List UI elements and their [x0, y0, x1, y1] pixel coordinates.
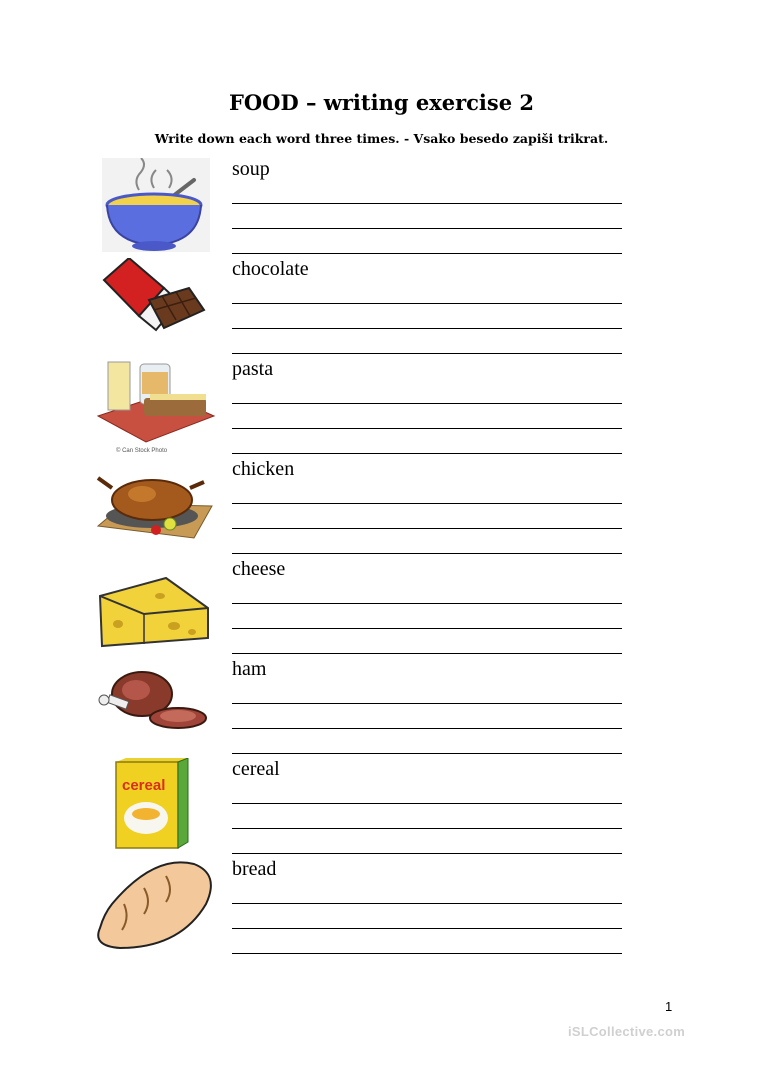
- writing-line[interactable]: [232, 203, 622, 204]
- cheese-icon: [94, 558, 218, 654]
- cereal-box-icon: [94, 758, 218, 854]
- exercise-row-cereal: [0, 758, 763, 858]
- writing-line[interactable]: [232, 728, 622, 729]
- writing-line[interactable]: [232, 903, 622, 904]
- writing-line[interactable]: [232, 503, 622, 504]
- exercise-row-ham: [0, 658, 763, 758]
- exercise-row-cheese: [0, 558, 763, 658]
- page-number: 1: [665, 999, 673, 1014]
- writing-line[interactable]: [232, 453, 622, 454]
- writing-line[interactable]: [232, 703, 622, 704]
- word-label: ham: [232, 658, 267, 680]
- writing-line[interactable]: [232, 553, 622, 554]
- writing-line[interactable]: [232, 528, 622, 529]
- writing-line[interactable]: [232, 253, 622, 254]
- writing-line[interactable]: [232, 603, 622, 604]
- writing-line[interactable]: [232, 653, 622, 654]
- writing-line[interactable]: [232, 403, 622, 404]
- site-watermark: iSLCollective.com: [568, 1024, 686, 1039]
- word-label: cheese: [232, 558, 286, 580]
- exercise-row-chicken: [0, 458, 763, 558]
- chocolate-bar-icon: [94, 258, 218, 354]
- exercise-row-pasta: [0, 358, 763, 458]
- exercise-row-bread: [0, 858, 763, 958]
- image-copyright-caption: © Can Stock Photo: [116, 448, 168, 454]
- writing-line[interactable]: [232, 928, 622, 929]
- word-label: soup: [232, 158, 270, 180]
- worksheet-instructions: Write down each word three times. - Vsako besedo zapiši trikrat.: [154, 131, 609, 146]
- exercise-row-chocolate: [0, 258, 763, 358]
- pasta-icon: [94, 358, 218, 454]
- writing-line[interactable]: [232, 428, 622, 429]
- writing-line[interactable]: [232, 753, 622, 754]
- writing-line[interactable]: [232, 328, 622, 329]
- writing-line[interactable]: [232, 953, 622, 954]
- writing-line[interactable]: [232, 353, 622, 354]
- worksheet-title: FOOD – writing exercise 2: [228, 90, 535, 115]
- bread-icon: [94, 858, 218, 954]
- word-label: cereal: [232, 758, 280, 780]
- word-label: chicken: [232, 458, 295, 480]
- cereal-box-label: cereal: [122, 777, 166, 794]
- word-label: pasta: [232, 358, 274, 380]
- writing-line[interactable]: [232, 828, 622, 829]
- ham-icon: [94, 658, 218, 754]
- roast-chicken-icon: [94, 458, 218, 554]
- word-label: bread: [232, 858, 277, 880]
- writing-line[interactable]: [232, 628, 622, 629]
- word-label: chocolate: [232, 258, 309, 280]
- exercise-row-soup: [0, 158, 763, 258]
- writing-line[interactable]: [232, 803, 622, 804]
- writing-line[interactable]: [232, 303, 622, 304]
- soup-bowl-icon: [94, 158, 218, 254]
- writing-line[interactable]: [232, 853, 622, 854]
- writing-line[interactable]: [232, 228, 622, 229]
